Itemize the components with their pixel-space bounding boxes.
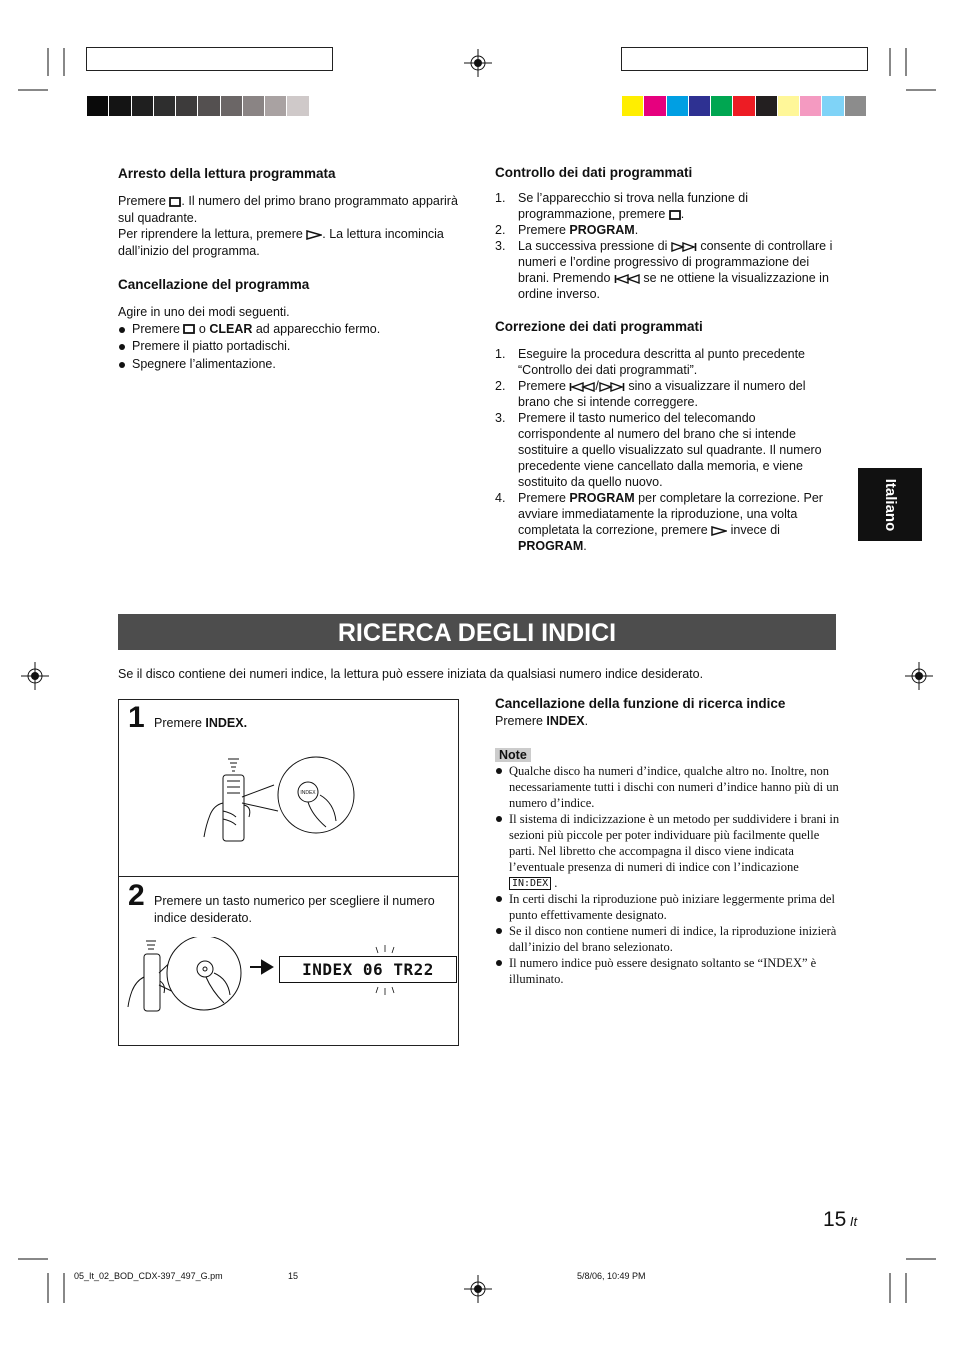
registration-mark-bottom bbox=[463, 1274, 493, 1304]
section-heading-correct-program: Correzione dei dati programmati bbox=[495, 319, 703, 334]
footer-date: 5/8/06, 10:49 PM bbox=[577, 1271, 646, 1281]
stop-program-text: Premere . Il numero del primo brano programmato apparirà sul quadrante. Per riprendere la lettura, premere . La lettura incomincia dall’inizio del programma. bbox=[118, 194, 458, 258]
registration-mark-top bbox=[463, 48, 493, 78]
list-item: Premere o CLEAR ad apparecchio fermo. bbox=[118, 321, 463, 339]
list-item: 1. Eseguire la procedura descritta al punto precedente “Controllo dei dati programmati”. bbox=[495, 347, 805, 377]
section-heading-stop-program: Arresto della lettura programmata bbox=[118, 166, 336, 181]
skip-forward-icon bbox=[671, 242, 697, 252]
step-divider bbox=[119, 876, 458, 877]
list-item: 2. Premere PROGRAM. bbox=[495, 223, 639, 237]
page-number: 15 It bbox=[823, 1208, 858, 1231]
note-item: Il sistema di indicizzazione è un metodo per suddividere i brani in sezioni più piccole per poter individuare più facilmente quelle parti. Nel libretto che accompagna il disco viene indicata l’eventuale presenza di numeri di indice con l’indicazione IN:DEX . bbox=[495, 811, 840, 891]
index-mark-icon: IN:DEX bbox=[509, 877, 551, 890]
list-item: Premere il piatto portadischi. bbox=[118, 338, 463, 356]
list-item: Spegnere l’alimentazione. bbox=[118, 356, 463, 374]
cancel-index-text: Premere INDEX. bbox=[495, 714, 589, 728]
skip-forward-icon bbox=[599, 382, 625, 392]
language-tab-label: Italiano bbox=[882, 478, 899, 532]
section-heading-check-program: Controllo dei dati programmati bbox=[495, 165, 693, 180]
cancel-index-heading: Cancellazione della funzione di ricerca indice bbox=[495, 696, 786, 711]
list-item: 1. Se l’apparecchio si trova nella funzione di programmazione, premere . bbox=[495, 191, 748, 221]
correct-program-list bbox=[495, 346, 837, 554]
front-panel-display: INDEX 06 TR22 bbox=[279, 956, 457, 983]
notes-list bbox=[495, 763, 840, 987]
blink-indicator bbox=[370, 945, 400, 995]
skip-back-icon bbox=[614, 274, 640, 284]
stop-icon bbox=[169, 197, 181, 207]
step-2-text: Premere un tasto numerico per scegliere il numero indice desiderato. bbox=[154, 894, 435, 925]
list-item: 3. Premere il tasto numerico del telecomando corrispondente al numero del brano che si intende sostituire a quello visualizzato sul quadrante. Il numero precedente viene cancellato dalla memoria, e viene sostituito da quello nuovo. bbox=[495, 411, 822, 489]
section-intro: Se il disco contiene dei numeri indice, la lettura può essere iniziata da qualsiasi numero indice desiderato. bbox=[118, 667, 704, 681]
notes-heading: Note bbox=[495, 747, 840, 763]
step-2-number: 2 bbox=[128, 879, 145, 912]
footer-filename: 05_It_02_BOD_CDX-397_497_G.pm bbox=[74, 1271, 223, 1281]
step-1-text: Premere INDEX. bbox=[154, 716, 248, 730]
registration-mark-left bbox=[20, 661, 50, 691]
skip-back-icon bbox=[569, 382, 595, 392]
left-column bbox=[118, 166, 463, 373]
stop-icon bbox=[669, 210, 681, 220]
note-item: Il numero indice può essere designato soltanto se “INDEX” è illuminato. bbox=[495, 955, 840, 987]
list-item: 4. Premere PROGRAM per completare la correzione. Per avviare immediatamente la riproduzione, una volta completata la correzione, premere invece di PROGRAM. bbox=[495, 491, 823, 553]
footer-page: 15 bbox=[288, 1271, 299, 1281]
registration-mark-right bbox=[904, 661, 934, 691]
check-program-list bbox=[495, 190, 837, 302]
clear-program-intro: Agire in uno dei modi seguenti. bbox=[118, 305, 290, 319]
play-icon bbox=[306, 230, 322, 240]
step-1-number: 1 bbox=[128, 701, 145, 734]
clear-program-list bbox=[118, 321, 463, 374]
section-heading-clear-program: Cancellazione del programma bbox=[118, 277, 310, 292]
cancel-index-section bbox=[495, 696, 840, 987]
play-icon bbox=[711, 526, 727, 536]
remote-number-key-illustration bbox=[124, 937, 274, 1013]
note-item: Qualche disco ha numeri d’indice, qualche altro no. Inoltre, non necessariamente tutti i dischi con numeri d’indice hanno più di un numero d’indice. bbox=[495, 763, 840, 811]
section-title: RICERCA DEGLI INDICI bbox=[118, 614, 836, 650]
remote-control-hand-illustration bbox=[196, 745, 358, 845]
note-item: In certi dischi la riproduzione può iniziare leggermente prima del punto effettivamente designato. bbox=[495, 891, 840, 923]
index-button-label: INDEX bbox=[300, 790, 316, 796]
list-item: 3. La successiva pressione di consente di controllare i numeri e l’ordine progressivo di programmazione dei brani. Premendo se ne ottiene la visualizzazione in ordine inverso. bbox=[495, 239, 833, 301]
right-column bbox=[495, 165, 837, 554]
list-item: 2. Premere / sino a visualizzare il numero del brano che si intende correggere. bbox=[495, 379, 806, 409]
stop-icon bbox=[183, 324, 195, 334]
note-item: Se il disco non contiene numeri di indice, la riproduzione inizierà dall’inizio del brano selezionato. bbox=[495, 923, 840, 955]
